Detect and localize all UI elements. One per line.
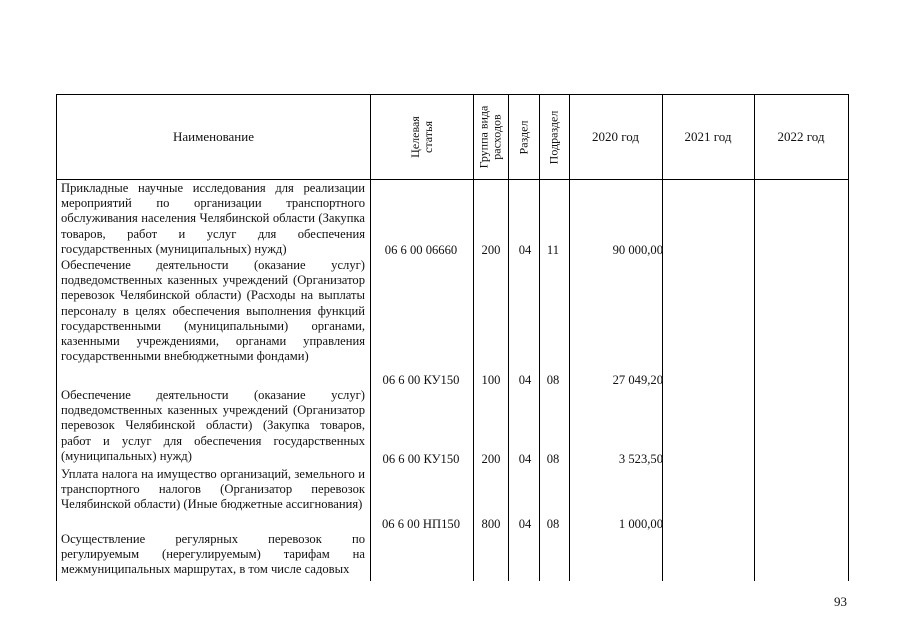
row-section: 04 [518, 517, 532, 531]
row-amount-2020: 27 049,20 [612, 373, 663, 387]
header-2022: 2022 год [777, 129, 825, 144]
row-description: Уплата налога на имущество организаций, земельного и транспортного налогов (Организатор перевозок Челябинской области) (Иные бюджетные ассигнования) [61, 467, 365, 512]
header-divider [57, 179, 848, 180]
row-description: Прикладные научные исследования для реализации мероприятий по организации транспортного обслуживания населения Челябинской области (Закупка товаров, работ и услуг для обеспечения государственных (муниципальных) нужд) [61, 181, 365, 256]
row-description: Осуществление регулярных перевозок по регулируемым (нерегулируемым) тарифам на межмуниципальных маршрутах, в том числе садовых [61, 532, 365, 577]
row-description: Обеспечение деятельности (оказание услуг) подведомственных казенных учреждений (Организатор перевозок Челябинской области) (Расходы на выплаты персоналу в целях обеспечения выполнения функций государственными (муниципальными) органами, казенными учреждениями, органами управления государственными внебюджетными фондами) [61, 258, 365, 364]
row-section: 04 [518, 452, 532, 466]
row-kind: 200 [481, 452, 501, 466]
row-target: 06 6 00 НП150 [381, 517, 460, 531]
row-subsection: 11 [546, 243, 560, 257]
row-section: 04 [518, 373, 532, 387]
page-number: 93 [834, 594, 847, 609]
header-2020: 2020 год [592, 129, 639, 144]
header-name: Наименование [173, 129, 254, 144]
header-subsection: Подраздел [546, 110, 561, 164]
row-subsection: 08 [546, 452, 560, 466]
row-amount-2020: 1 000,00 [618, 517, 663, 531]
row-kind: 800 [481, 517, 501, 531]
row-target: 06 6 00 06660 [384, 243, 458, 257]
row-amount-2020: 90 000,00 [612, 243, 663, 257]
row-description: Обеспечение деятельности (оказание услуг) подведомственных казенных учреждений (Организатор перевозок Челябинской области) (Закупка товаров, работ и услуг для обеспечения государственных (муниципальных) нужд) [61, 388, 365, 463]
row-target: 06 6 00 КУ150 [382, 452, 460, 466]
header-2021: 2021 год [684, 129, 732, 144]
row-kind: 100 [481, 373, 501, 387]
header-section: Раздел [516, 120, 531, 154]
row-subsection: 08 [546, 517, 560, 531]
row-kind: 200 [481, 243, 501, 257]
row-section: 04 [518, 243, 532, 257]
row-subsection: 08 [546, 373, 560, 387]
row-amount-2020: 3 523,50 [618, 452, 663, 466]
header-expense-kind: Группа вида расходов [476, 105, 504, 169]
header-target: Целевая статья [407, 116, 435, 158]
budget-table [56, 94, 849, 581]
row-target: 06 6 00 КУ150 [382, 373, 460, 387]
